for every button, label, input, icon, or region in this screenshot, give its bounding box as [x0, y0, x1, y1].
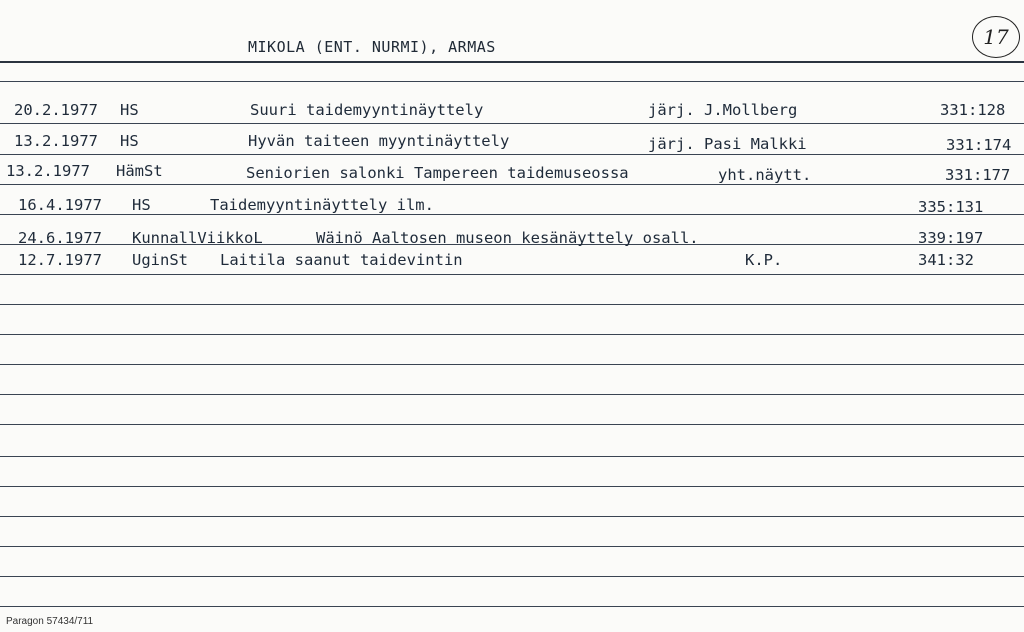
entry-title: Hyvän taiteen myyntinäyttely — [248, 132, 510, 150]
entry-ref: 341:32 — [918, 251, 974, 269]
card-heading: MIKOLA (ENT. NURMI), ARMAS — [248, 38, 496, 56]
ruled-line — [0, 334, 1024, 335]
ruled-line — [0, 123, 1024, 124]
ruled-line — [0, 274, 1024, 275]
entry-title: Laitila saanut taidevintin — [220, 251, 463, 269]
ruled-line — [0, 576, 1024, 577]
entry-date: 24.6.1977 — [18, 229, 102, 247]
entry-ref: 335:131 — [918, 198, 984, 216]
entry-ref: 339:197 — [918, 229, 984, 247]
entry-note: K.P. — [745, 251, 783, 269]
entry-title: Taidemyyntinäyttely ilm. — [210, 196, 434, 214]
entry-date: 13.2.1977 — [14, 132, 98, 150]
ruled-line — [0, 364, 1024, 365]
ruled-line — [0, 424, 1024, 425]
entry-note: järj. J.Mollberg — [648, 101, 798, 119]
ruled-line — [0, 304, 1024, 305]
entry-source: HS — [120, 101, 139, 119]
entry-source: UginSt — [132, 251, 188, 269]
printer-footer: Paragon 57434/711 — [6, 616, 94, 627]
entry-note: yht.näytt. — [718, 166, 812, 184]
ruled-line — [0, 606, 1024, 607]
entry-note: järj. Pasi Malkki — [648, 135, 807, 153]
entry-source: HämSt — [116, 162, 163, 180]
ruled-line — [0, 81, 1024, 82]
entry-date: 12.7.1977 — [18, 251, 102, 269]
ruled-line — [0, 394, 1024, 395]
ruled-line — [0, 486, 1024, 487]
entry-ref: 331:174 — [946, 136, 1012, 154]
entry-date: 20.2.1977 — [14, 101, 98, 119]
ruled-line — [0, 546, 1024, 547]
entry-title: Wäinö Aaltosen museon kesänäyttely osall. — [316, 229, 699, 247]
card-number-circle: 17 — [972, 16, 1020, 58]
header-rule — [0, 61, 1024, 63]
entry-date: 16.4.1977 — [18, 196, 102, 214]
entry-source: HS — [132, 196, 151, 214]
ruled-line — [0, 456, 1024, 457]
ruled-line — [0, 516, 1024, 517]
ruled-line — [0, 214, 1024, 215]
entry-ref: 331:128 — [940, 101, 1006, 119]
ruled-line — [0, 184, 1024, 185]
entry-source: HS — [120, 132, 139, 150]
entry-date: 13.2.1977 — [6, 162, 90, 180]
entry-title: Seniorien salonki Tampereen taidemuseossa — [246, 164, 629, 182]
ruled-line — [0, 154, 1024, 155]
entry-source: KunnallViikkoL — [132, 229, 263, 247]
entry-title: Suuri taidemyyntinäyttely — [250, 101, 484, 119]
entry-ref: 331:177 — [945, 166, 1011, 184]
